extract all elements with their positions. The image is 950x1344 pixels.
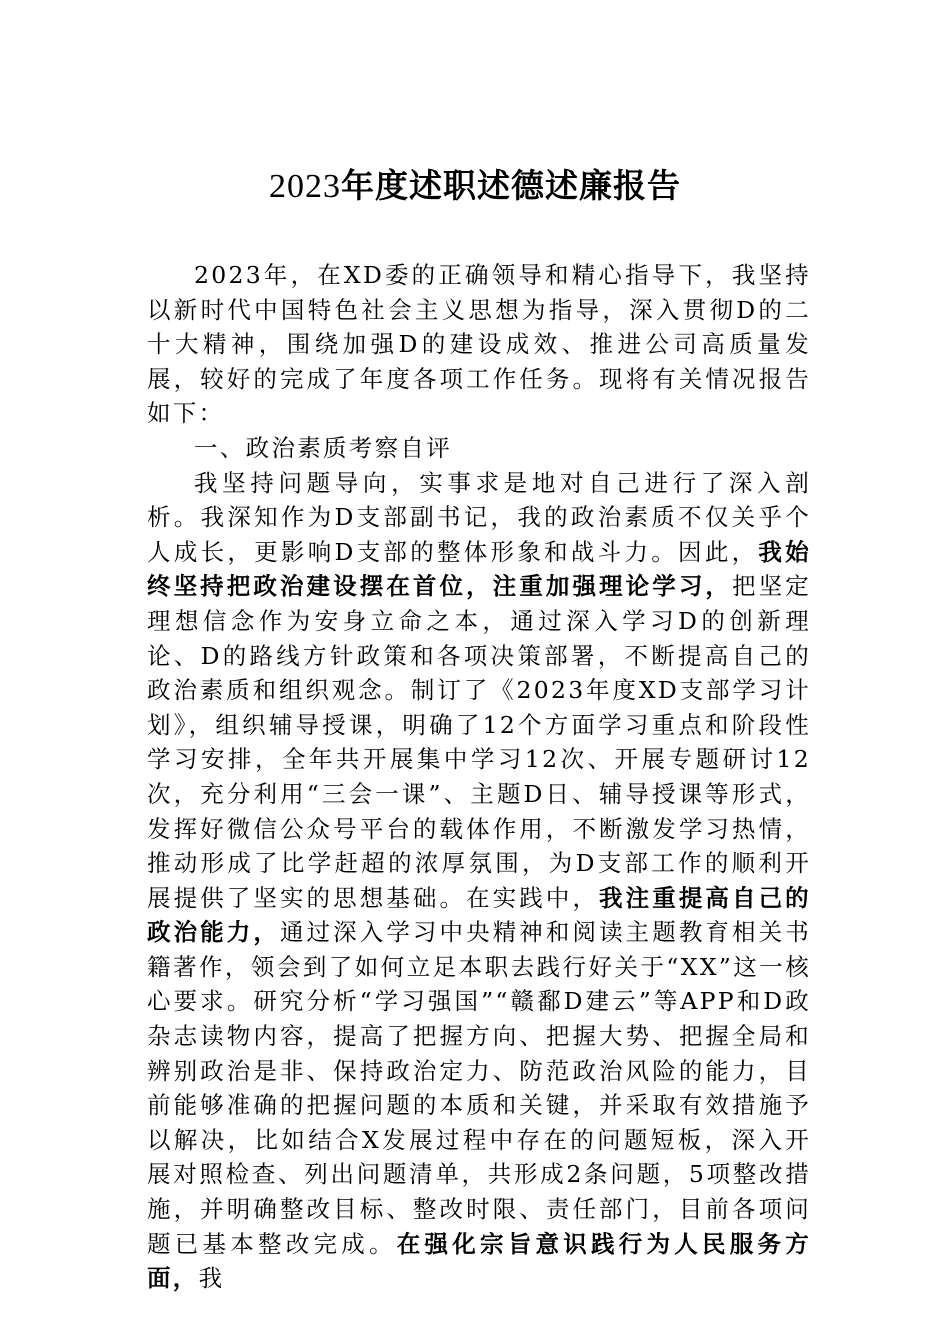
paragraph-text: 把坚定理想信念作为安身立命之本，通过深入学习D的创新理论、D的路线方针政策和各项决策部署，不断提高自己的政治素质和组织观念。制订了《2023年度XD支部学习计划》，组织辅导授课，明确了12个方面学习重点和阶段性学习安排，全年共开展集中学习12次、开展专题研讨12次，充分利用“三会一课”、主题D日、辅导授课等形式，发挥好微信公众号平台的载体作用，不断激发学习热情，推动形成了比学赶超的浓厚氛围，为D支部工作的顺利开展提供了坚实的思想基础。在实践中， [147,572,811,912]
political-self-assessment-paragraph [147,466,811,1296]
document-title [0,163,950,210]
emphasis-text: 我注重提高自己的政治能力， [147,883,811,947]
emphasis-text: 在强化宗旨意识践行为人民服务方面， [147,1229,812,1293]
title-text: 年度述职述德述廉报告 [341,166,681,205]
emphasis-text: 我始终坚持把政治建设摆在首位，注重加强理论学习， [147,537,811,601]
paragraph-text: 我 [198,1264,225,1293]
document-body [147,258,811,1296]
intro-paragraph: 2023年，在XD委的正确领导和精心指导下，我坚持以新时代中国特色社会主义思想为指导，深入贯彻D的二十大精神，围绕加强D的建设成效、推进公司高质量发展，较好的完成了年度各项工作任务。现将有关情况报告如下： [147,261,811,428]
title-year: 2023 [269,168,341,205]
section-heading-political: 一、政治素质考察自评 [194,433,452,462]
paragraph-text: 通过深入学习中央精神和阅读主题教育相关书籍著作，领会到了如何立足本职去践行好关于“XX”这一核心要求。研究分析“学习强国”“赣鄱D建云”等APP和D政杂志读物内容，提高了把握方向、把握大势、把握全局和辨别政治是非、保持政治定力、防范政治风险的能力，目前能够准确的把握问题的本质和关键，并采取有效措施予以解决，比如结合X发展过程中存在的问题短板，深入开展对照检查、列出问题清单，共形成2条问题，5项整改措施，并明确整改目标、整改时限、责任部门，目前各项问题已基本整改完成。 [147,918,812,1258]
paragraph-text: 我坚持问题导向，实事求是地对自己进行了深入剖析。我深知作为D支部副书记，我的政治素质不仅关乎个人成长，更影响D支部的整体形象和战斗力。因此， [147,468,811,566]
